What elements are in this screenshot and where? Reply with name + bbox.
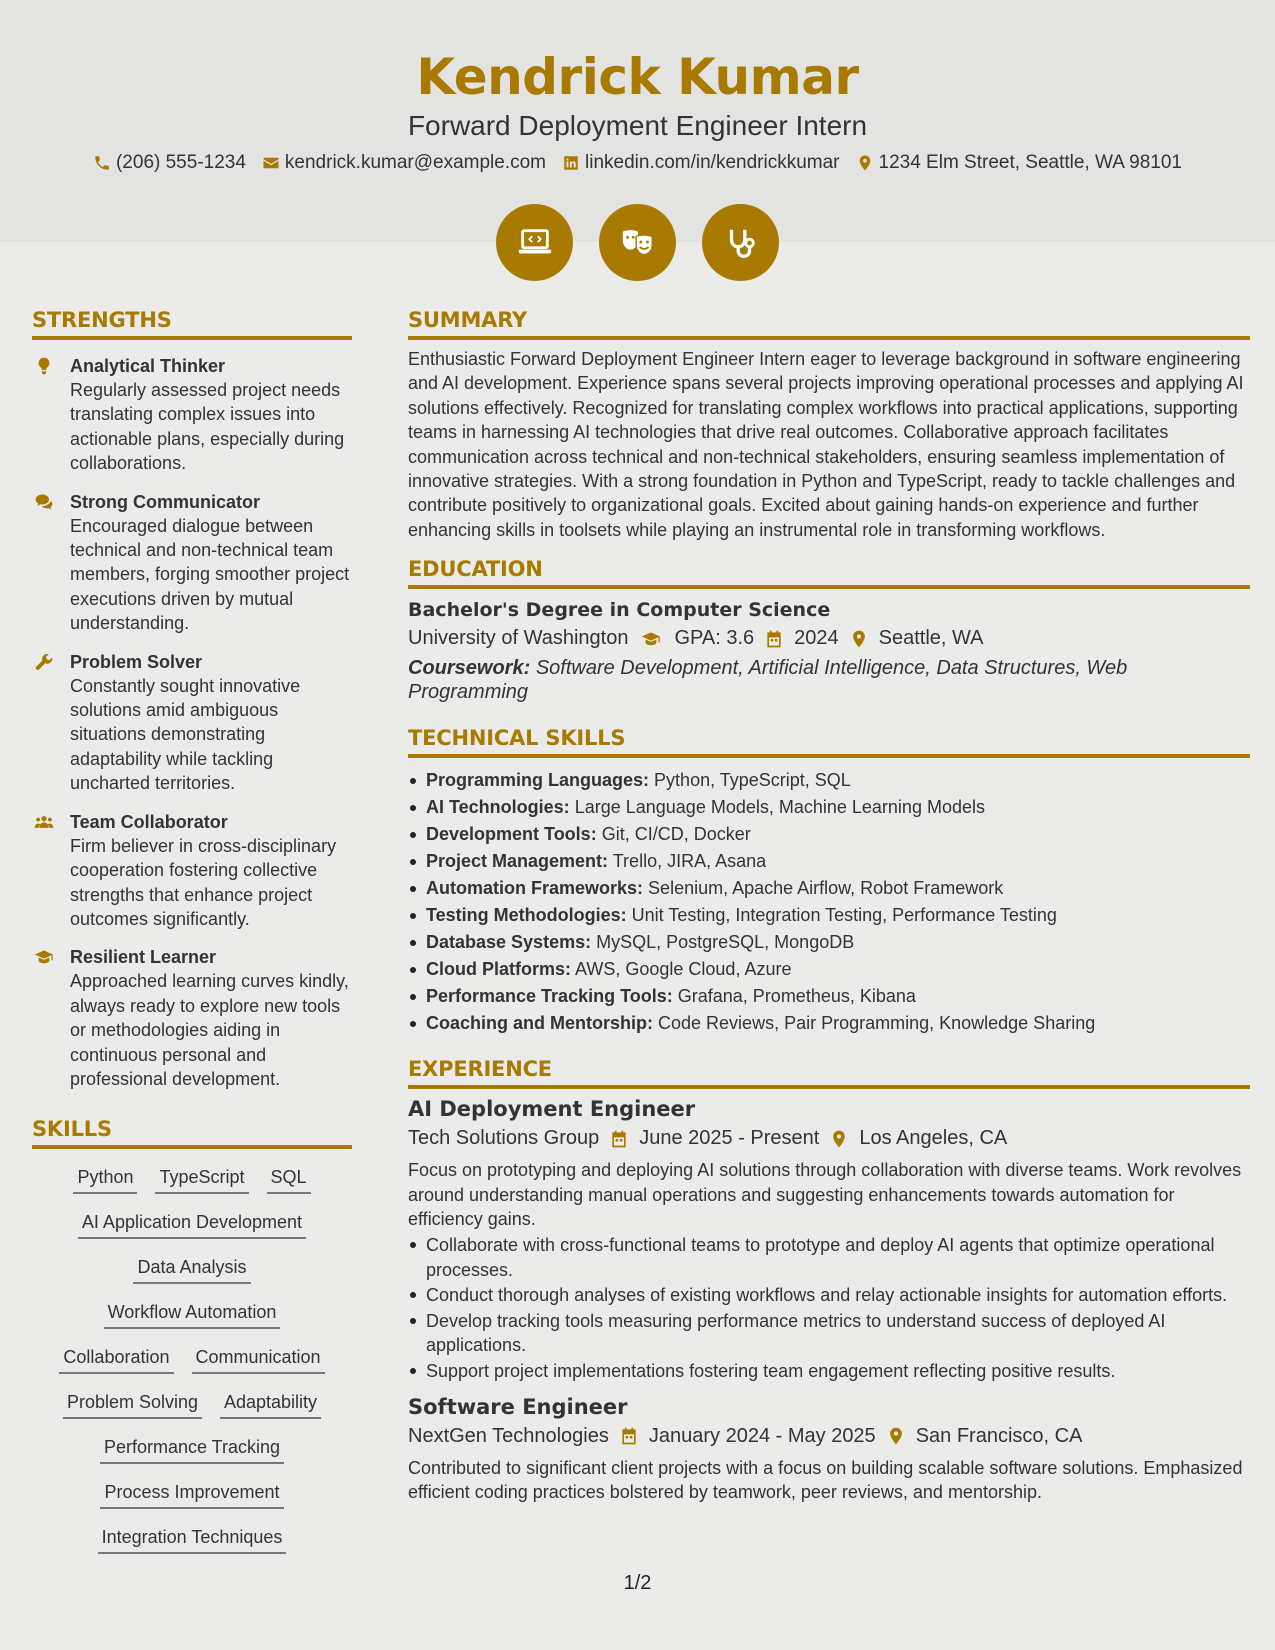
strength-item <box>32 810 352 932</box>
graduation-cap-icon <box>638 629 664 649</box>
linkedin-icon <box>562 154 580 172</box>
contact-bar <box>0 152 1275 174</box>
list-item: Cloud Platforms: AWS, Google Cloud, Azure <box>408 956 1250 983</box>
phone-text: (206) 555-1234 <box>115 152 246 173</box>
email-text: kendrick.kumar@example.com <box>284 152 547 173</box>
summary-heading: SUMMARY <box>408 308 1250 340</box>
envelope-icon <box>262 154 280 172</box>
users-icon <box>34 812 54 832</box>
job-entry <box>408 1097 1250 1383</box>
skill-tag: Collaboration <box>59 1343 173 1374</box>
address-text: 1234 Elm Street, Seattle, WA 98101 <box>878 152 1182 173</box>
skill-tag: SQL <box>267 1163 311 1194</box>
candidate-title: Forward Deployment Engineer Intern <box>407 110 868 141</box>
list-item: Database Systems: MySQL, PostgreSQL, MongoDB <box>408 929 1250 956</box>
right-column <box>408 308 1250 1505</box>
stethoscope-icon <box>722 224 760 262</box>
skill-tag: Performance Tracking <box>100 1433 284 1464</box>
strength-title: Analytical Thinker <box>70 356 226 376</box>
theater-masks-badge <box>599 204 676 281</box>
skill-tag: AI Application Development <box>78 1208 306 1239</box>
experience-heading: EXPERIENCE <box>408 1057 1250 1089</box>
list-item: Testing Methodologies: Unit Testing, Integration Testing, Performance Testing <box>408 902 1250 929</box>
strength-title: Resilient Learner <box>70 947 217 968</box>
linkedin-text: linkedin.com/in/kendrickkumar <box>585 152 840 173</box>
list-item: Development Tools: Git, CI/CD, Docker <box>408 821 1250 848</box>
job-description: Focus on prototyping and deploying AI solutions through collaboration with diverse teams. Work revolves around understanding manual operations and suggesting enhancements towards automation for efficiency gains. <box>408 1160 1242 1230</box>
map-marker-icon <box>856 154 874 172</box>
strength-desc: Approached learning curves kindly, always ready to explore new tools or methodologies aiding in continuous personal and professional development. <box>70 971 349 1089</box>
job-meta <box>408 1127 1250 1150</box>
list-item: Automation Frameworks: Selenium, Apache Airflow, Robot Framework <box>408 875 1250 902</box>
skills-heading: SKILLS <box>32 1117 352 1149</box>
job-dates: January 2024 - May 2025 <box>648 1424 876 1447</box>
coursework-list: Software Development, Artificial Intelligence, Data Structures, Web Programming <box>408 657 1128 704</box>
job-title: Software Engineer <box>408 1394 628 1419</box>
skills-list <box>32 1163 352 1568</box>
job-location: Los Angeles, CA <box>859 1127 1008 1150</box>
gpa-text: GPA: 3.6 <box>674 627 755 650</box>
theater-masks-icon <box>619 224 657 262</box>
technical-skills-heading: TECHNICAL SKILLS <box>408 726 1250 758</box>
map-marker-icon <box>886 1426 906 1446</box>
skill-tag: Data Analysis <box>133 1253 250 1284</box>
strength-title: Team Collaborator <box>70 811 228 832</box>
strength-desc: Constantly sought innovative solutions amid ambiguous situations demonstrating adaptability while tackling uncharted territories. <box>70 675 301 794</box>
strength-title: Strong Communicator <box>70 491 261 512</box>
skill-tag: Workflow Automation <box>104 1298 281 1329</box>
skill-tag: Adaptability <box>220 1388 321 1419</box>
left-column <box>32 308 352 1568</box>
strength-item <box>32 354 352 476</box>
list-item: AI Technologies: Large Language Models, Machine Learning Models <box>408 794 1250 821</box>
phone-icon <box>93 154 111 172</box>
list-item: Support project implementations fostering team engagement reflecting positive results. <box>408 1359 1250 1383</box>
list-item: Performance Tracking Tools: Grafana, Prometheus, Kibana <box>408 983 1250 1010</box>
graduation-cap-icon <box>34 947 54 967</box>
company-name: NextGen Technologies <box>408 1424 609 1447</box>
calendar-icon <box>764 629 784 649</box>
comments-icon <box>34 492 54 512</box>
contact-phone[interactable] <box>93 152 246 174</box>
page-number: 1/2 <box>623 1572 652 1594</box>
job-location: San Francisco, CA <box>915 1424 1083 1447</box>
strength-item <box>32 945 352 1091</box>
list-item: Coaching and Mentorship: Code Reviews, Pair Programming, Knowledge Sharing <box>408 1010 1250 1037</box>
lightbulb-icon <box>34 356 54 376</box>
strength-item <box>32 650 352 796</box>
list-item: Project Management: Trello, JIRA, Asana <box>408 848 1250 875</box>
laptop-code-icon <box>516 224 554 262</box>
school-name: University of Washington <box>408 627 629 650</box>
wrench-icon <box>34 652 54 672</box>
list-item: Collaborate with cross-functional teams to prototype and deploy AI agents that optimize operational processes. <box>408 1233 1250 1282</box>
job-meta <box>408 1425 1250 1448</box>
list-item: Conduct thorough analyses of existing workflows and relay actionable insights for automation efforts. <box>408 1283 1250 1307</box>
strength-desc: Firm believer in cross-disciplinary cooperation fostering collective strengths that enhance project outcomes significantly. <box>70 835 337 929</box>
strengths-heading: STRENGTHS <box>32 308 352 340</box>
job-description: Contributed to significant client projects with a focus on building scalable software solutions. Emphasized efficient coding practices bolstered by teamwork, peer reviews, and mentorship. <box>408 1457 1243 1503</box>
contact-address <box>856 152 1182 174</box>
skill-tag: Integration Techniques <box>98 1523 287 1554</box>
graduation-year: 2024 <box>794 627 839 650</box>
job-bullets <box>408 1233 1250 1382</box>
contact-linkedin[interactable] <box>562 152 840 174</box>
skill-tag: TypeScript <box>155 1163 248 1194</box>
calendar-icon <box>609 1129 629 1149</box>
strength-item <box>32 490 352 636</box>
contact-email[interactable] <box>262 152 546 174</box>
stethoscope-badge <box>702 204 779 281</box>
skill-tag: Process Improvement <box>100 1478 283 1509</box>
skill-tag: Python <box>73 1163 137 1194</box>
candidate-name: Kendrick Kumar <box>416 48 859 106</box>
coursework-label: Coursework: <box>408 657 531 680</box>
job-title: AI Deployment Engineer <box>408 1097 696 1122</box>
interest-icons <box>0 204 1275 281</box>
summary-text: Enthusiastic Forward Deployment Engineer Intern eager to leverage background in software engineering and AI development. Experience spans several projects improving operational processes and applying AI solutions effectively. Recognized for translating complex workflows into practical applications, supporting teams in harnessing AI technologies that drive real outcomes. Collaborative approach facilitates communication across technical and non-technical stakeholders, ensuring seamless implementation of innovative strategies. With a strong foundation in Python and TypeScript, ready to tackle challenges and contribute positively to organizational goals. Excited about gaining hands-on experience and further enhancing skills in toolsets while playing an instrumental role in transforming workflows. <box>408 349 1244 540</box>
map-marker-icon <box>849 629 869 649</box>
map-marker-icon <box>829 1129 849 1149</box>
strength-desc: Encouraged dialogue between technical and non-technical team members, forging smoother project executions driven by mutual understanding. <box>70 515 350 634</box>
skill-tag: Communication <box>192 1343 325 1374</box>
education-meta <box>408 627 1250 650</box>
degree-title: Bachelor's Degree in Computer Science <box>408 599 831 622</box>
company-name: Tech Solutions Group <box>408 1127 600 1150</box>
strength-desc: Regularly assessed project needs translating complex issues into actionable plans, especially during collaborations. <box>70 380 345 474</box>
job-entry <box>408 1395 1250 1505</box>
calendar-icon <box>619 1426 639 1446</box>
skill-tag: Problem Solving <box>63 1388 202 1419</box>
coursework <box>408 656 1250 704</box>
strength-title: Problem Solver <box>70 651 203 672</box>
laptop-code-badge <box>496 204 573 281</box>
job-dates: June 2025 - Present <box>639 1127 820 1150</box>
technical-skills-list <box>408 767 1250 1037</box>
list-item: Develop tracking tools measuring performance metrics to understand success of deployed AI applications. <box>408 1309 1250 1358</box>
school-location: Seattle, WA <box>878 627 984 650</box>
education-heading: EDUCATION <box>408 557 1250 589</box>
list-item: Programming Languages: Python, TypeScript, SQL <box>408 767 1250 794</box>
